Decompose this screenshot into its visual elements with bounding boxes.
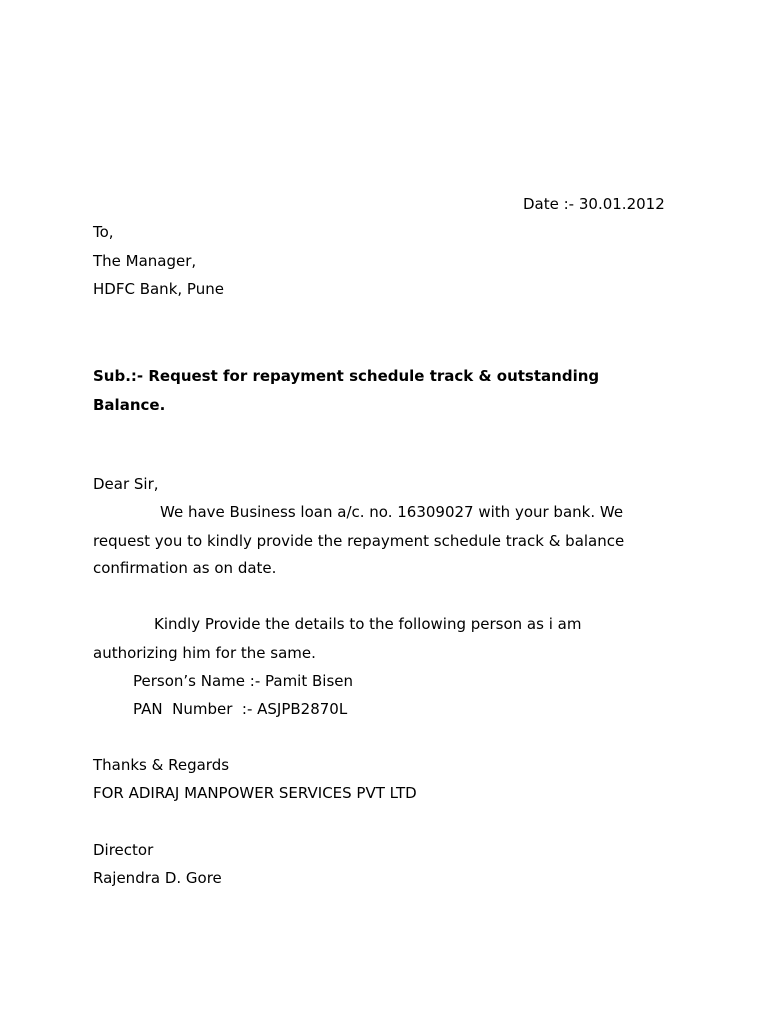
- company-name: FOR ADIRAJ MANPOWER SERVICES PVT LTD: [93, 784, 417, 802]
- letter-date: Date :- 30.01.2012: [523, 195, 665, 213]
- pan-number: PAN Number :- ASJPB2870L: [133, 700, 348, 718]
- to-line: To,: [93, 223, 114, 241]
- person-name: Person’s Name :- Pamit Bisen: [133, 672, 354, 690]
- signatory-name: Rajendra D. Gore: [93, 869, 222, 887]
- subject-line-1: Sub.:- Request for repayment schedule track & outstanding: [93, 367, 600, 385]
- designation: Director: [93, 841, 154, 859]
- salutation: Dear Sir,: [93, 475, 159, 493]
- subject: [93, 362, 683, 420]
- closing: Thanks & Regards: [93, 756, 230, 774]
- paragraph-1-line-1: We have Business loan a/c. no. 16309027 with your bank. We: [160, 503, 624, 521]
- recipient-bank: HDFC Bank, Pune: [93, 280, 224, 298]
- paragraph-2-line-2: authorizing him for the same.: [93, 644, 316, 662]
- paragraph-1-line-2: request you to kindly provide the repayment schedule track & balance: [93, 532, 625, 550]
- recipient-title: The Manager,: [93, 252, 197, 270]
- paragraph-2-line-1: Kindly Provide the details to the following person as i am: [154, 615, 582, 633]
- subject-line-2: Balance.: [93, 396, 166, 414]
- paragraph-1-line-3: confirmation as on date.: [93, 559, 277, 577]
